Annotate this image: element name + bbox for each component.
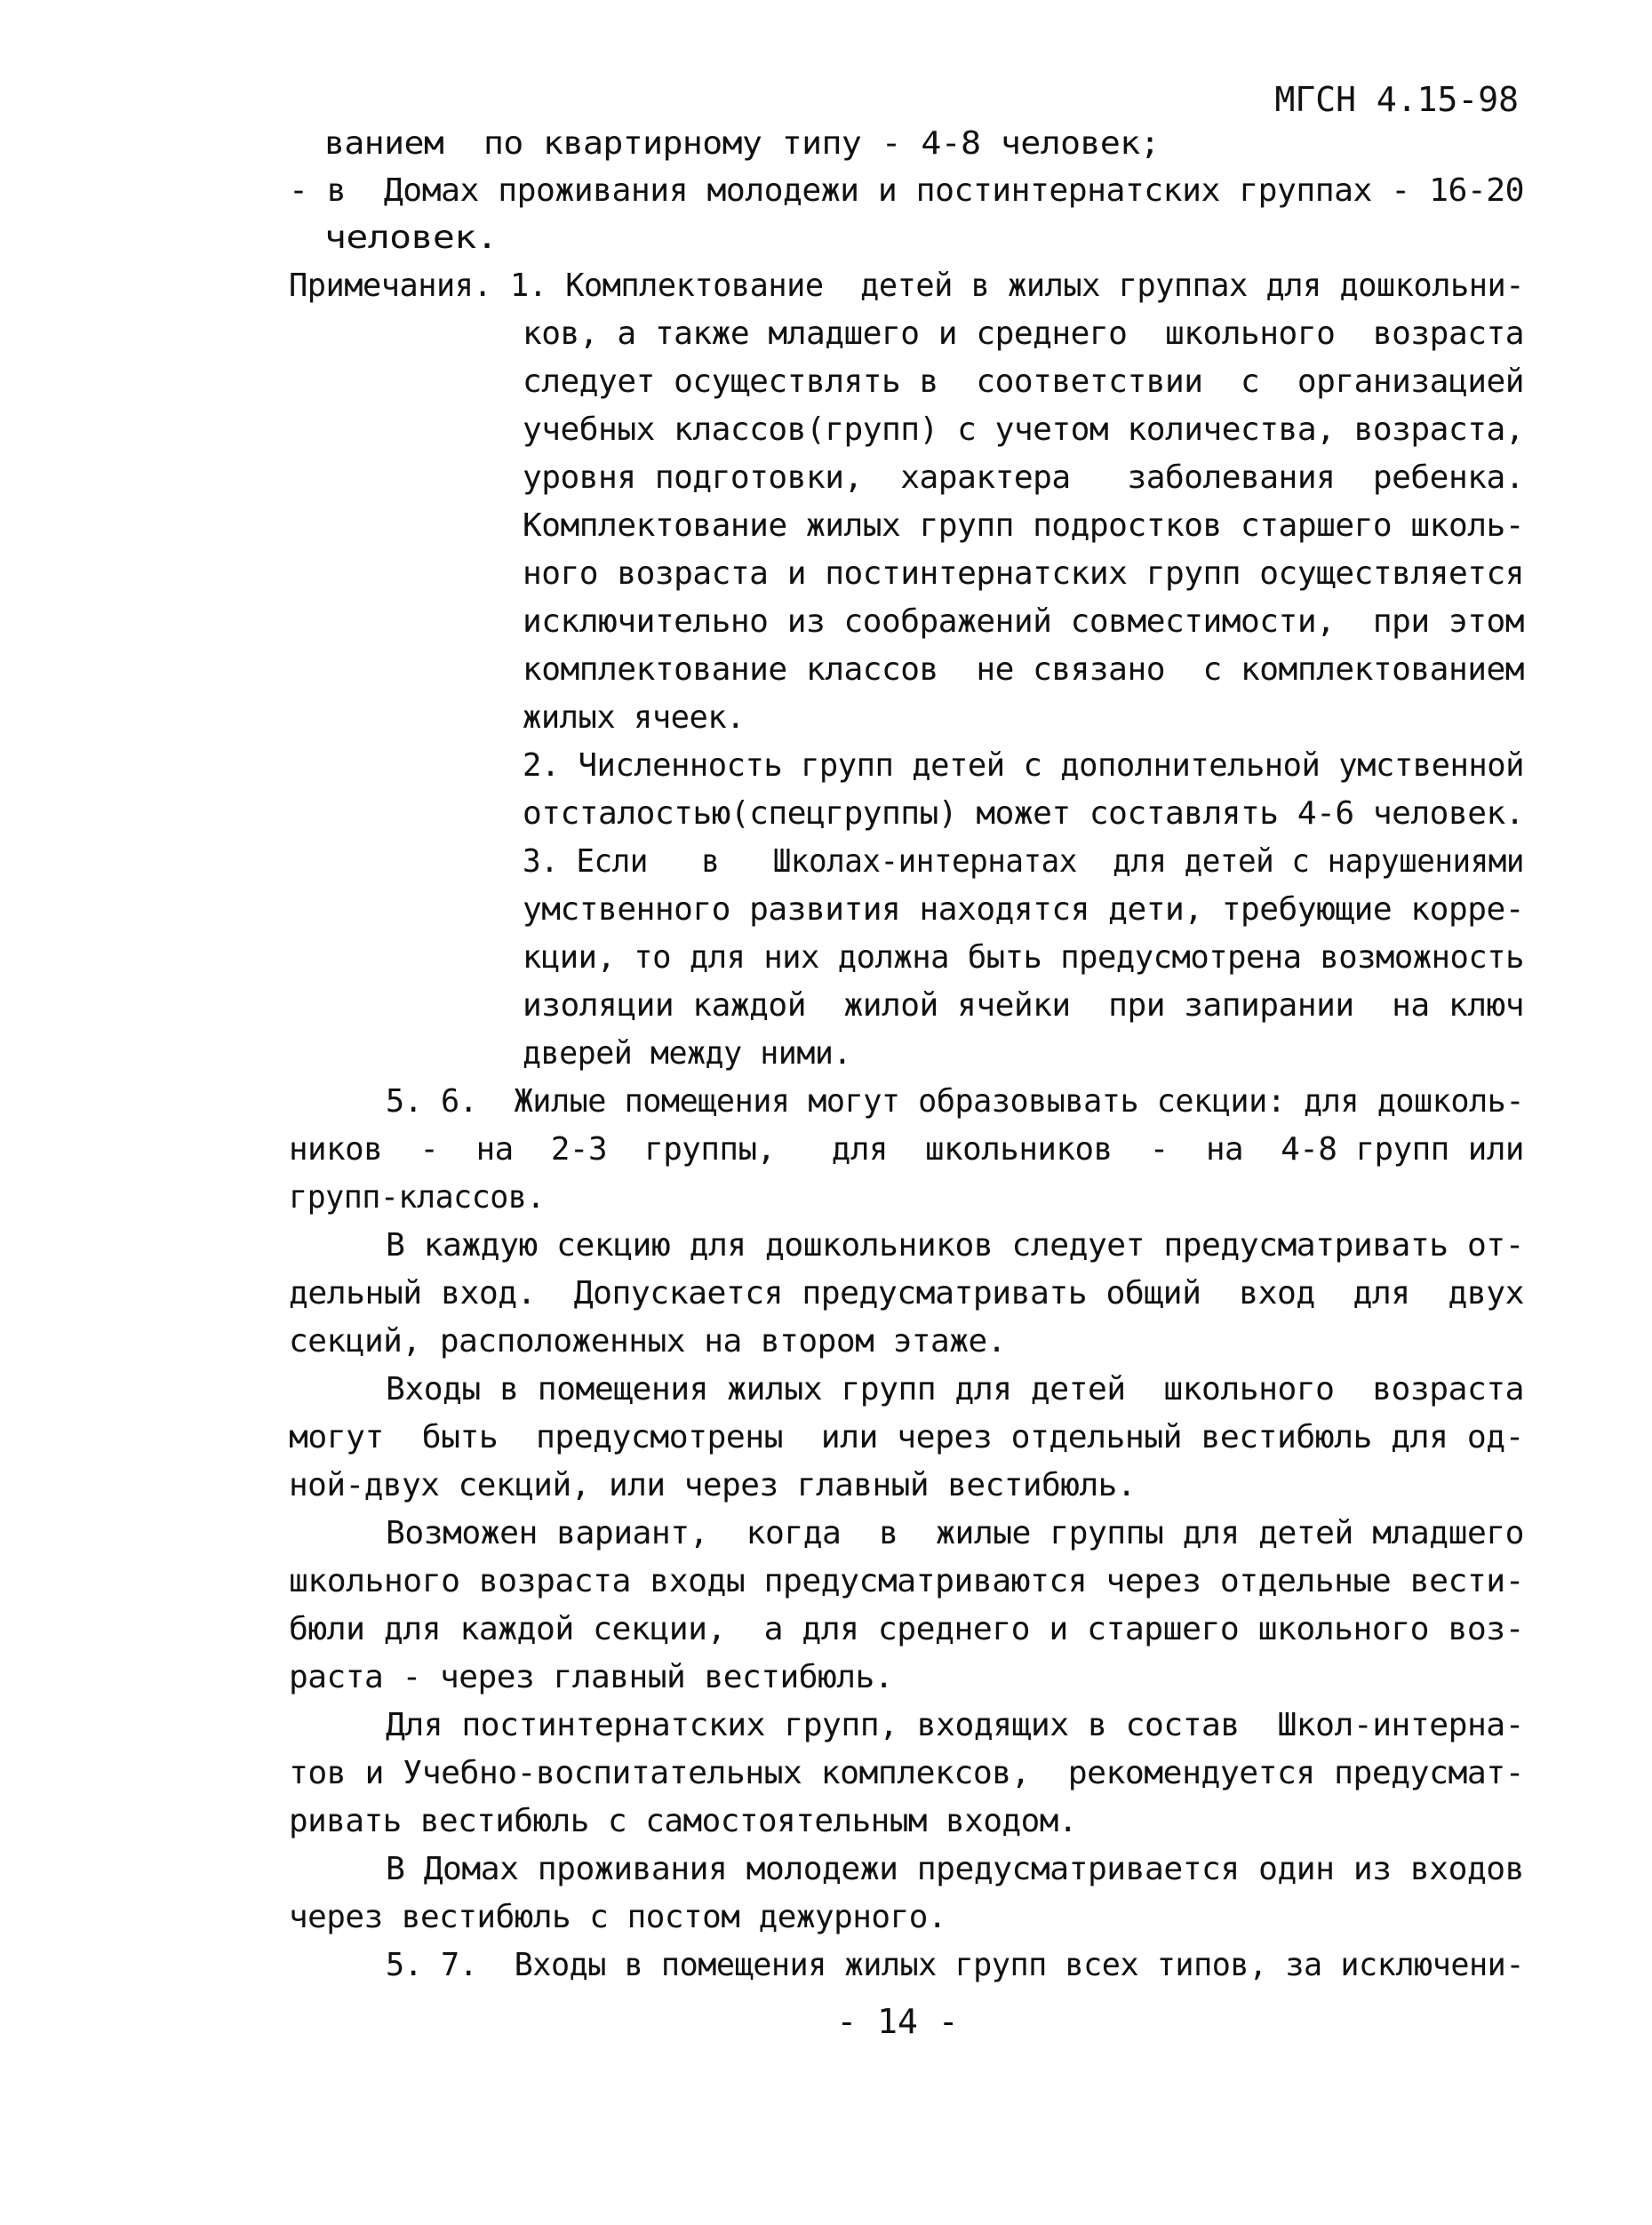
text-line: ной-двух секций, или через главный вестибюль.	[289, 1467, 1136, 1503]
text-line: дверей между ними.	[523, 1035, 851, 1072]
text-line: ривать вестибюль с самостоятельным входом.	[289, 1803, 1077, 1839]
text-line: изоляции каждой жилой ячейки при запирании на ключ	[523, 987, 1524, 1024]
text-line: исключительно из соображений совместимости, при этом	[523, 603, 1524, 640]
text-line: 2. Численность групп детей с дополнительной умственной	[523, 747, 1524, 784]
text-line: 5. 6. Жилые помещения могут образовывать секции: для дошколь-	[386, 1083, 1524, 1120]
text-line: отсталостью(спецгруппы) может составлять 4-6 человек.	[523, 795, 1524, 832]
text-line: школьного возраста входы предусматриваются через отдельные вести-	[289, 1563, 1524, 1599]
text-line: групп-классов.	[289, 1179, 545, 1216]
text-line: дельный вход. Допускается предусматривать общий вход для двух	[289, 1275, 1524, 1312]
text-line: ников - на 2-3 группы, для школьников - на 4-8 групп или	[289, 1131, 1524, 1168]
text-line: Входы в помещения жилых групп для детей школьного возраста	[386, 1371, 1524, 1408]
text-line: тов и Учебно-воспитательных комплексов, рекомендуется предусмат-	[289, 1755, 1524, 1791]
page-number: - 14 -	[836, 2002, 959, 2041]
text-line: кции, то для них должна быть предусмотрена возможность	[523, 939, 1524, 976]
text-line: ков, а также младшего и среднего школьного возраста	[523, 315, 1524, 352]
text-line: Для постинтернатских групп, входящих в состав Школ-интерна-	[386, 1707, 1524, 1743]
text-line: 3. Если в Школах-интернатах для детей с нарушениями	[523, 843, 1524, 880]
text-line: В каждую секцию для дошкольников следует предусматривать от-	[386, 1227, 1524, 1264]
text-line: через вестибюль с постом дежурного.	[289, 1899, 946, 1935]
text-line: ного возраста и постинтернатских групп осуществляется	[523, 555, 1524, 592]
text-line: В Домах проживания молодежи предусматривается один из входов	[386, 1851, 1524, 1887]
text-line: секций, расположенных на втором этаже.	[289, 1323, 1006, 1360]
text-line: жилых ячеек.	[523, 699, 745, 736]
text-line: 5. 7. Входы в помещения жилых групп всех типов, за исключени-	[386, 1947, 1524, 1983]
text-line: раста - через главный вестибюль.	[289, 1659, 893, 1695]
text-line: Возможен вариант, когда в жилые группы для детей младшего	[386, 1515, 1524, 1551]
text-line: комплектование классов не связано с комплектованием	[523, 651, 1524, 688]
text-line: могут быть предусмотрены или через отдельный вестибюль для од-	[289, 1419, 1524, 1455]
text-line: человек.	[324, 219, 498, 256]
document-code-header: МГСН 4.15-98	[1274, 80, 1519, 119]
text-line: уровня подготовки, характера заболевания ребенка.	[523, 459, 1524, 496]
text-line: Комплектование жилых групп подростков старшего школь-	[523, 507, 1524, 544]
text-line: ванием по квартирному типу - 4-8 человек;	[324, 125, 1160, 162]
text-line: учебных классов(групп) с учетом количества, возраста,	[523, 411, 1524, 448]
text-line: Примечания. 1. Комплектование детей в жилых группах для дошкольни-	[289, 267, 1524, 304]
text-line: следует осуществлять в соответствии с организацией	[523, 363, 1524, 400]
text-line: - в Домах проживания молодежи и постинтернатских группах - 16-20	[289, 172, 1524, 209]
text-line: бюли для каждой секции, а для среднего и старшего школьного воз-	[289, 1611, 1524, 1647]
text-line: умственного развития находятся дети, требующие корре-	[523, 891, 1524, 928]
